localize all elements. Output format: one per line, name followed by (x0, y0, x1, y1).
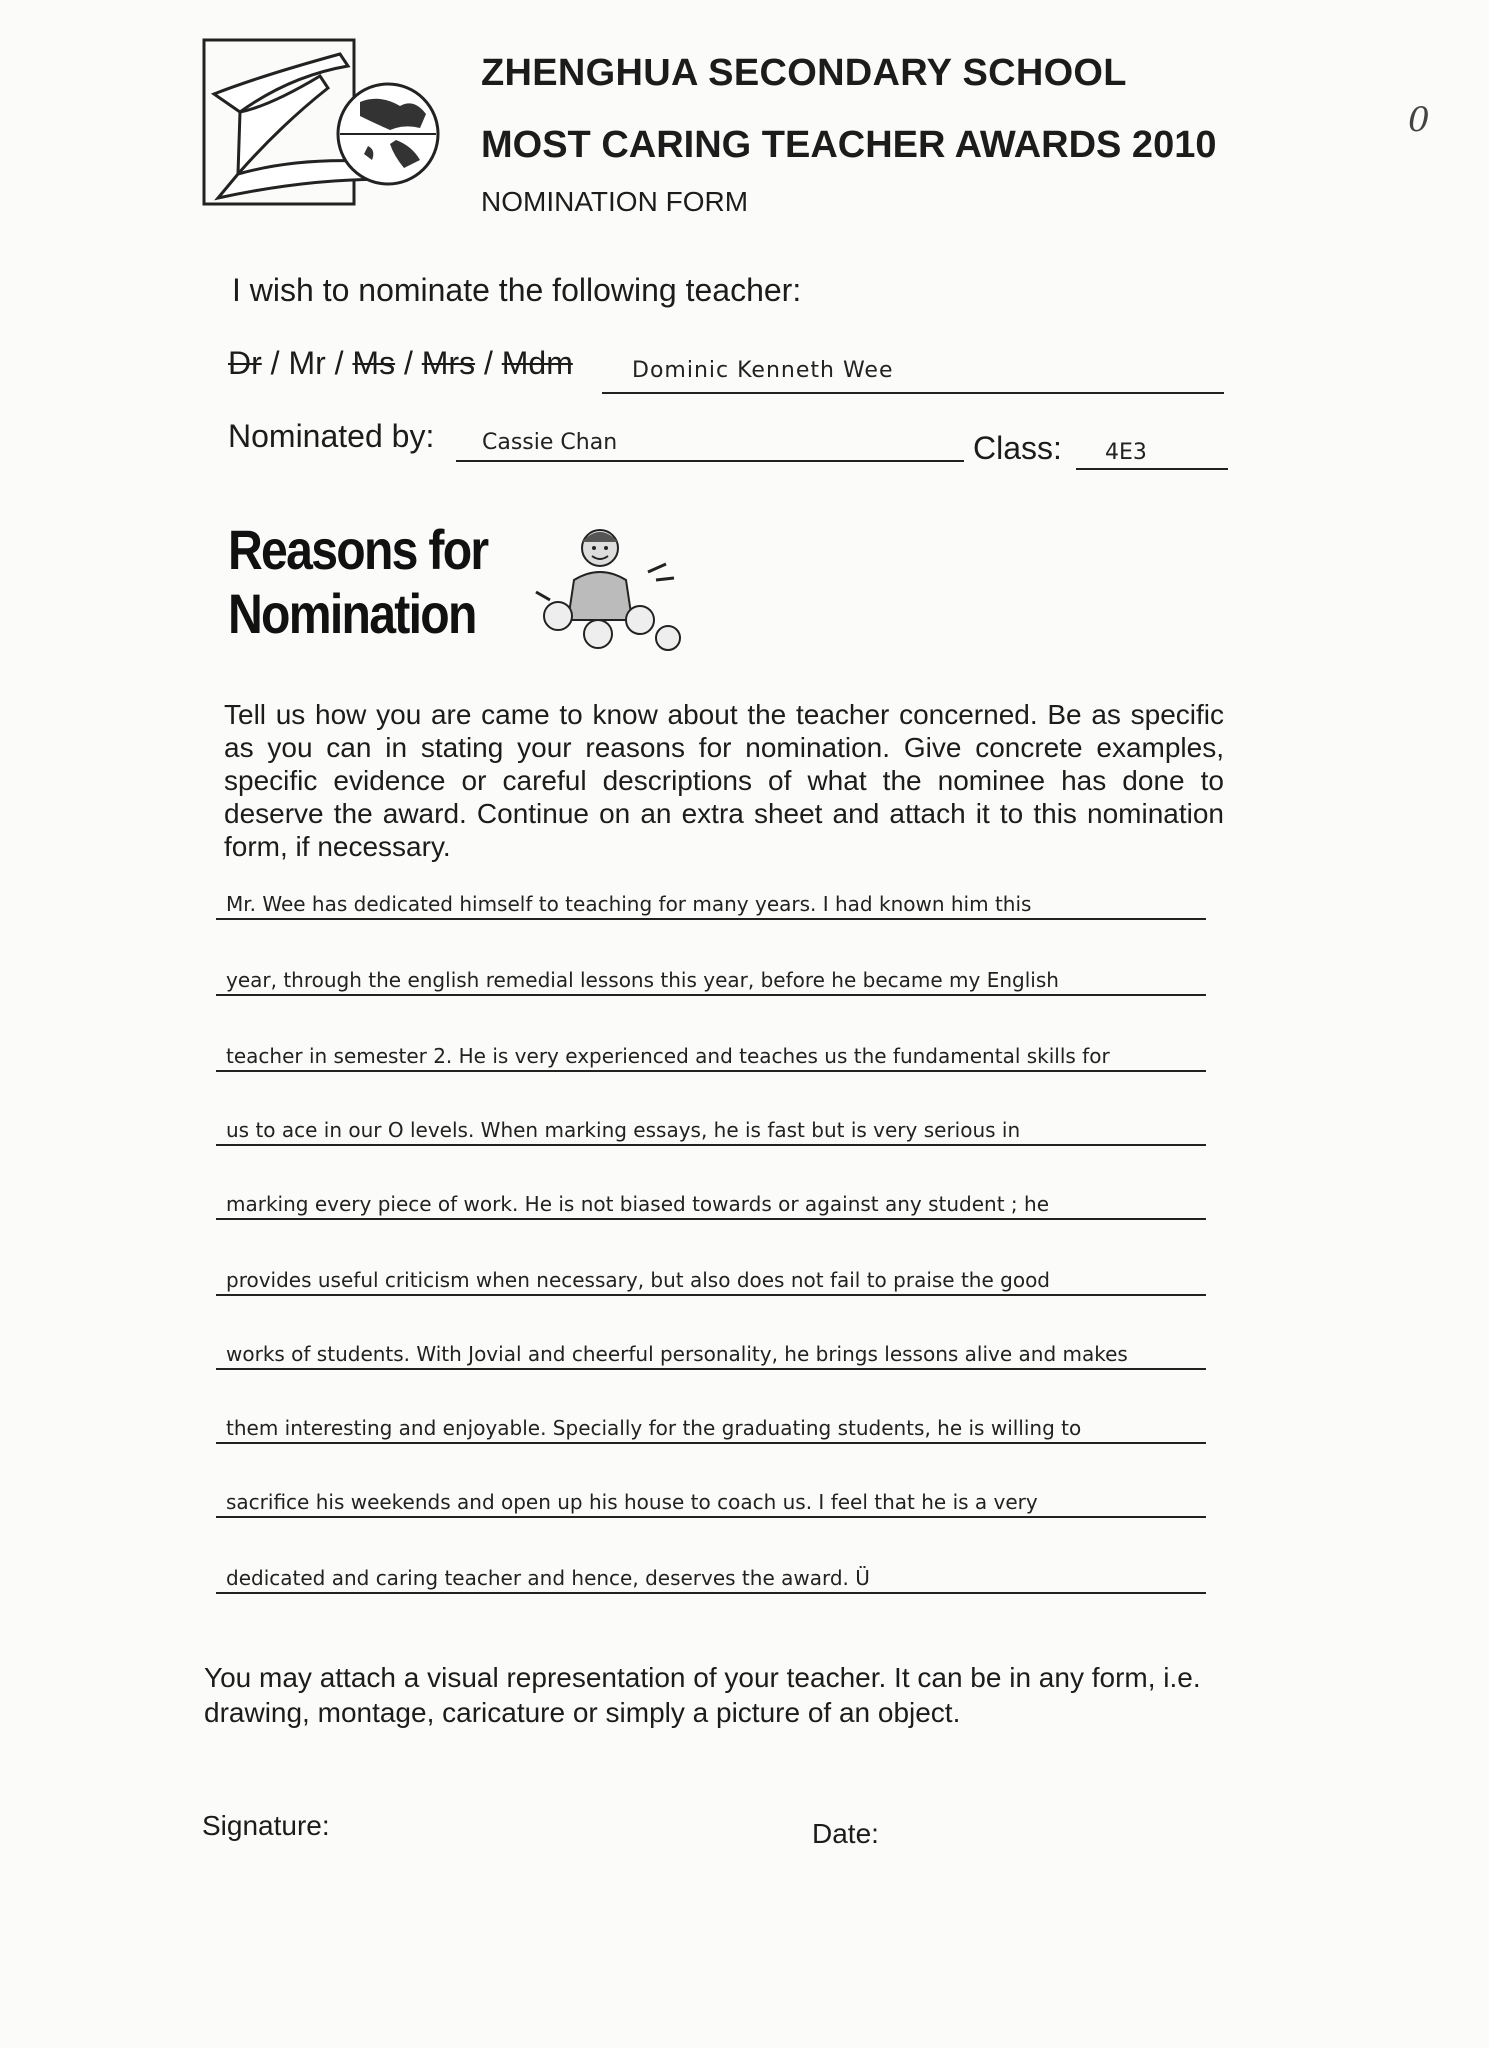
reason-line[interactable]: year, through the english remedial lessons this year, before he became my English (216, 968, 1206, 996)
reason-line[interactable]: marking every piece of work. He is not biased towards or against any student ; he (216, 1192, 1206, 1220)
class-label: Class: (973, 430, 1062, 466)
corner-mark: 0 (1408, 100, 1430, 140)
instructions-text: Tell us how you are came to know about the teacher concerned. Be as specific as you can in stating your reasons for nomination. Give concrete examples, specific evidence or careful descriptions of what the nominee has done to deserve the award. Continue on an extra sheet and attach it to this nomination form, if necessary. (224, 699, 1224, 862)
reason-line[interactable]: them interesting and enjoyable. Specially for the graduating students, he is willing to (216, 1416, 1206, 1444)
award-title: MOST CARING TEACHER AWARDS 2010 (481, 124, 1217, 166)
school-logo (200, 36, 450, 208)
nominee-intro: I wish to nominate the following teacher: (232, 272, 802, 308)
class-value[interactable]: 4E3 (1105, 440, 1147, 465)
reason-line[interactable]: teacher in semester 2. He is very experienced and teaches us the fundamental skills for (216, 1044, 1206, 1072)
nominee-name-line (602, 392, 1224, 394)
reason-line[interactable]: provides useful criticism when necessary, but also does not fail to praise the good (216, 1268, 1206, 1296)
date-label: Date: (812, 1818, 879, 1849)
title-option-dr[interactable]: Dr (228, 345, 262, 381)
reason-line[interactable]: us to ace in our O levels. When marking essays, he is fast but is very serious in (216, 1118, 1206, 1146)
reason-line[interactable]: sacrifice his weekends and open up his house to coach us. I feel that he is a very (216, 1490, 1206, 1518)
title-option-mrs[interactable]: Mrs (421, 345, 476, 381)
title-separator: / (475, 345, 502, 381)
title-option-mr[interactable]: Mr (288, 345, 326, 381)
school-name: ZHENGHUA SECONDARY SCHOOL (481, 52, 1127, 94)
signature-label: Signature: (202, 1810, 330, 1841)
reasons-heading-line2: Nomination (228, 582, 476, 645)
title-option-ms[interactable]: Ms (352, 345, 396, 381)
title-option-mdm[interactable]: Mdm (501, 345, 573, 381)
reasons-heading (228, 518, 487, 646)
reasons-heading-line1: Reasons for (228, 518, 488, 581)
children-clipart (528, 520, 688, 660)
class-line (1076, 468, 1228, 470)
reason-line[interactable]: Mr. Wee has dedicated himself to teaching for many years. I had known him this (216, 892, 1206, 920)
reason-line[interactable]: dedicated and caring teacher and hence, deserves the award. Ü (216, 1566, 1206, 1594)
nominated-by-label: Nominated by: (228, 418, 435, 454)
reason-line[interactable]: works of students. With Jovial and cheerful personality, he brings lessons alive and makes (216, 1342, 1206, 1370)
title-options (228, 345, 573, 382)
form-name: NOMINATION FORM (481, 186, 749, 217)
nominator-name[interactable]: Cassie Chan (482, 430, 618, 455)
title-separator: / (395, 345, 422, 381)
nominator-name-line (456, 460, 964, 462)
title-separator: / (261, 345, 289, 381)
nominee-name[interactable]: Dominic Kenneth Wee (632, 358, 894, 383)
attach-instructions: You may attach a visual representation of your teacher. It can be in any form, i.e. drawing, montage, caricature or simply a picture of an object. (204, 1662, 1201, 1728)
title-separator: / (325, 345, 353, 381)
